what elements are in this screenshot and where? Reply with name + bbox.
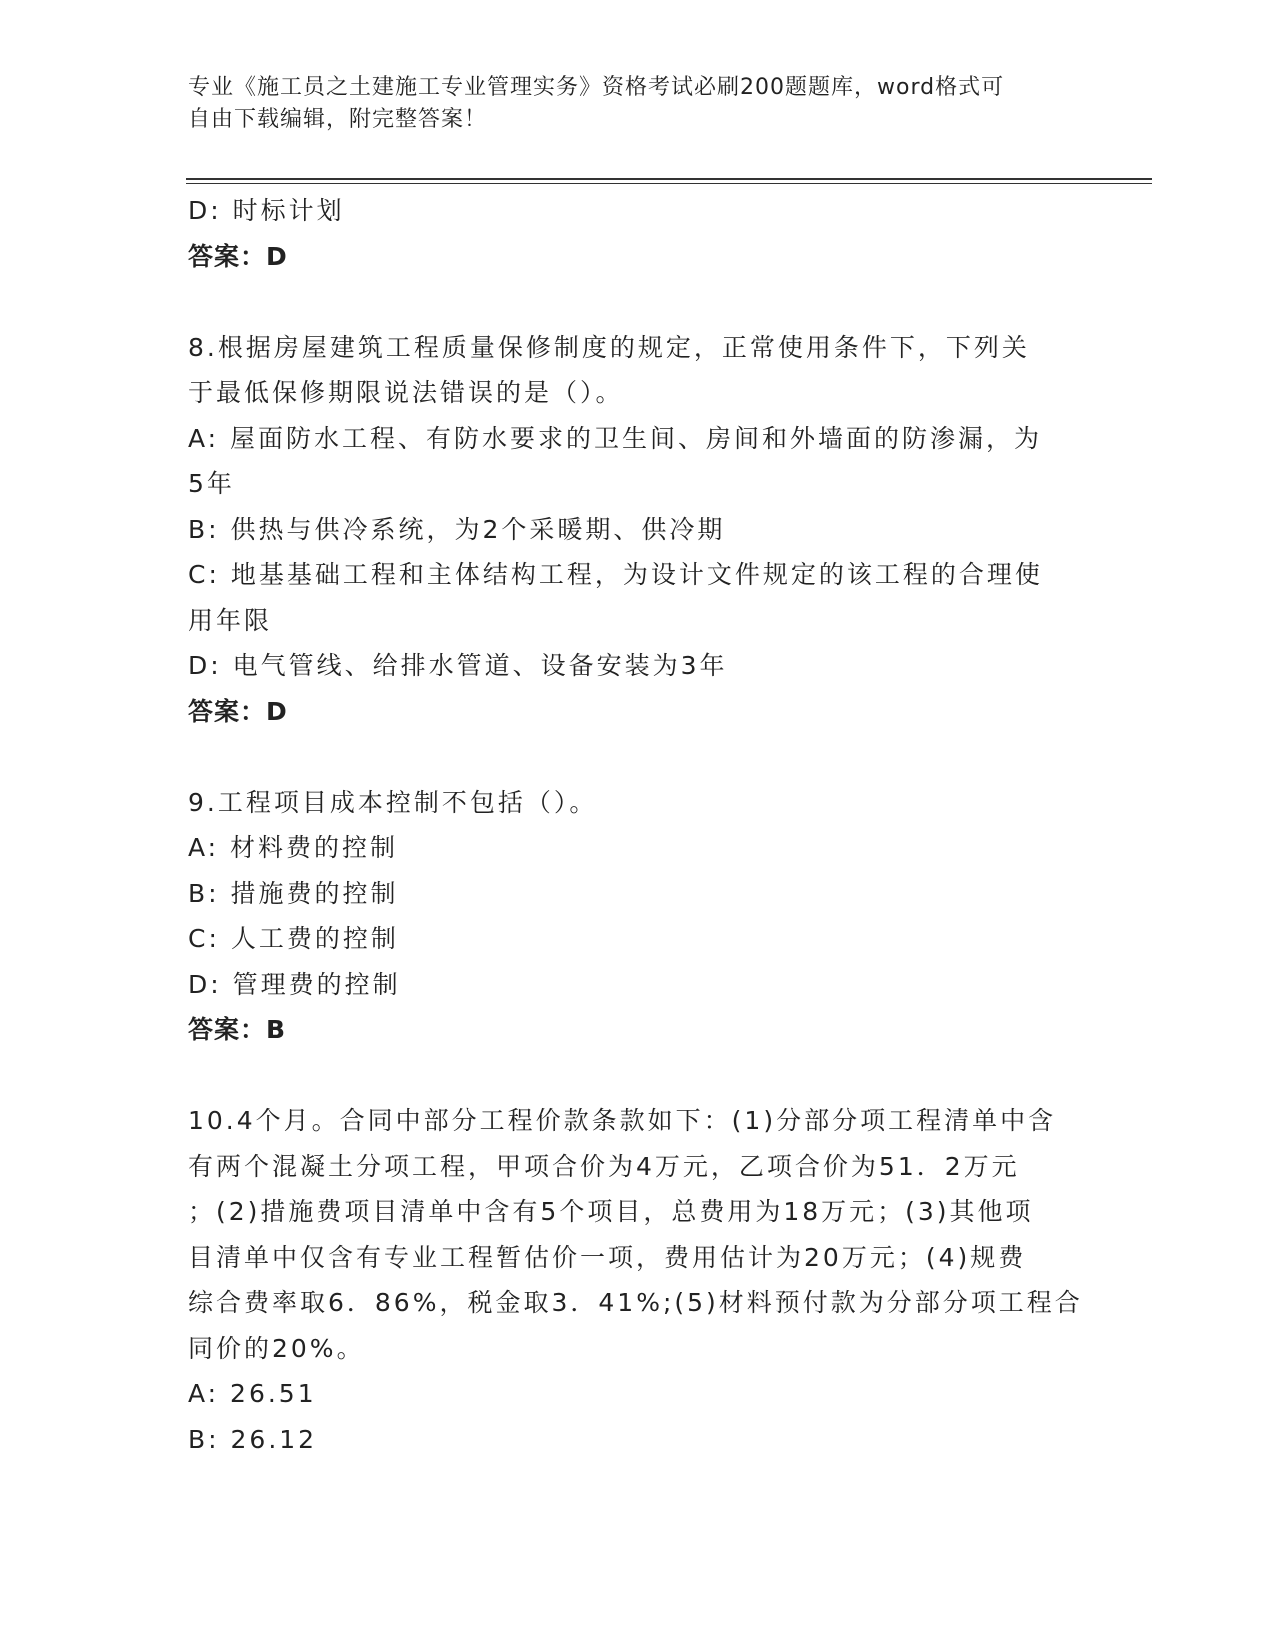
answer-line: 答案：D — [188, 696, 288, 726]
option-a: A: 屋面防水工程、有防水要求的卫生间、房间和外墙面的防渗漏，为 — [188, 423, 1043, 453]
spacer — [188, 279, 1088, 325]
option-d: D: 电气管线、给排水管道、设备安装为3年 — [188, 651, 728, 680]
option-d: D: 时标计划 — [188, 196, 345, 225]
spacer — [188, 1053, 1088, 1099]
header-divider-thick — [186, 178, 1152, 180]
option-b: B: 26.12 — [188, 1424, 318, 1454]
question-stem: 10.4个月。合同中部分工程价款条款如下：(1)分部分项工程清单中含 — [188, 1106, 1057, 1135]
header-line-2: 自由下载编辑，附完整答案！ — [188, 107, 488, 132]
question-stem: 9.工程项目成本控制不包括（）。 — [188, 787, 598, 817]
option-a: 5年 — [188, 469, 235, 498]
question-10 — [188, 1098, 1088, 1462]
question-stem: ；(2)措施费项目清单中含有5个项目，总费用为18万元；(3)其他项 — [188, 1197, 1034, 1226]
document-body — [188, 188, 1088, 1462]
option-b: B: 措施费的控制 — [188, 878, 399, 908]
option-d: D: 管理费的控制 — [188, 969, 401, 999]
option-a: A: 26.51 — [188, 1379, 317, 1408]
question-8 — [188, 325, 1088, 735]
spacer — [188, 734, 1088, 780]
question-stem: 8.根据房屋建筑工程质量保修制度的规定，正常使用条件下，下列关 — [188, 332, 1030, 362]
question-7-tail — [188, 188, 1088, 279]
answer-line: 答案：D — [188, 241, 288, 271]
question-stem: 同价的20%。 — [188, 1333, 365, 1363]
header-divider-thin — [186, 183, 1152, 184]
header-line-1: 专业《施工员之土建施工专业管理实务》资格考试必刷200题题库，word格式可 — [188, 75, 1005, 100]
question-stem: 综合费率取6．86%，税金取3．41%;(5)材料预付款为分部分项工程合 — [188, 1288, 1083, 1317]
option-a: A: 材料费的控制 — [188, 833, 399, 862]
question-stem: 目清单中仅含有专业工程暂估价一项，费用估计为20万元；(4)规费 — [188, 1242, 1027, 1272]
answer-line: 答案：B — [188, 1015, 287, 1044]
question-stem: 有两个混凝土分项工程，甲项合价为4万元，乙项合价为51．2万元 — [188, 1151, 1020, 1181]
option-b: B: 供热与供冷系统，为2个采暖期、供冷期 — [188, 514, 726, 544]
option-c: C: 地基基础工程和主体结构工程，为设计文件规定的该工程的合理使 — [188, 560, 1043, 589]
document-header — [188, 72, 1088, 136]
option-c: C: 人工费的控制 — [188, 924, 399, 953]
option-c: 用年限 — [188, 605, 273, 635]
question-stem: 于最低保修期限说法错误的是（）。 — [188, 378, 624, 407]
question-9 — [188, 780, 1088, 1053]
